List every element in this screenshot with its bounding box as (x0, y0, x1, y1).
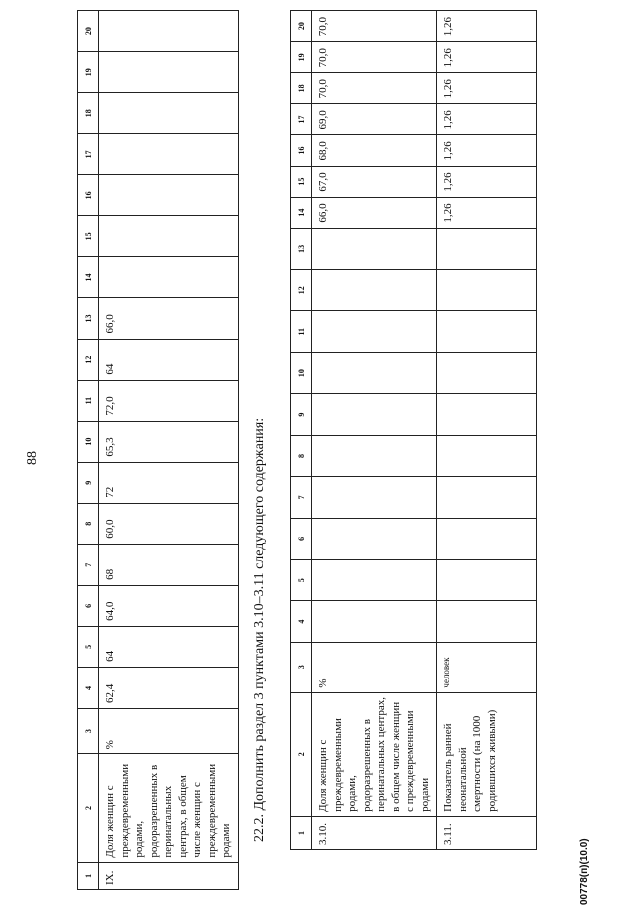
value-cell: 70,0 (312, 73, 437, 104)
value-cell (99, 52, 239, 93)
value-cell (437, 394, 537, 435)
value-cell (437, 270, 537, 311)
value-cell: 1,26 (437, 166, 537, 197)
value-cell: 64,0 (99, 585, 239, 626)
value-cell (437, 560, 537, 601)
value-cell (99, 257, 239, 298)
table-row (312, 11, 437, 850)
value-cell: 67,0 (312, 166, 437, 197)
value-cell (99, 216, 239, 257)
value-cell: 64 (99, 339, 239, 380)
value-cell (99, 134, 239, 175)
col-header: 9 (291, 394, 312, 435)
col-header: 1 (291, 816, 312, 849)
col-header: 19 (78, 52, 99, 93)
col-header: 20 (78, 11, 99, 52)
col-header: 4 (291, 601, 312, 642)
value-cell (99, 175, 239, 216)
col-header: 10 (291, 352, 312, 393)
col-header: 8 (291, 435, 312, 476)
value-cell: 66,0 (99, 298, 239, 339)
col-header: 11 (78, 380, 99, 421)
col-header: 12 (78, 339, 99, 380)
col-header: 15 (291, 166, 312, 197)
table-header-row (78, 11, 99, 890)
col-header: 9 (78, 462, 99, 503)
col-header: 17 (291, 104, 312, 135)
col-header: 14 (78, 257, 99, 298)
unit-cell: % (99, 708, 239, 753)
col-header: 2 (291, 692, 312, 816)
col-header: 10 (78, 421, 99, 462)
value-cell: 1,26 (437, 11, 537, 42)
indicator-name-cell: Доля женщин с преждевременными родами, родоразрешенных в перинатальных центрах, в общем числе женщин с преждевременными родами (312, 692, 437, 816)
value-cell: 1,26 (437, 197, 537, 228)
value-cell (312, 352, 437, 393)
value-cell (437, 228, 537, 269)
value-cell (312, 311, 437, 352)
row-number-cell: 3.10. (312, 816, 437, 849)
col-header: 7 (291, 477, 312, 518)
col-header: 1 (78, 862, 99, 889)
value-cell: 1,26 (437, 104, 537, 135)
col-header: 5 (78, 626, 99, 667)
indicator-name-cell: Доля женщин с преждевременными родами, родоразрешенных в перинатальных центрах, в общем числе женщин с преждевременными родами (99, 754, 239, 862)
col-header: 7 (78, 544, 99, 585)
value-cell: 65,3 (99, 421, 239, 462)
value-cell (312, 270, 437, 311)
table-row (99, 11, 239, 890)
row-number-cell: IX. (99, 862, 239, 889)
col-header: 15 (78, 216, 99, 257)
value-cell: 60,0 (99, 503, 239, 544)
value-cell (437, 477, 537, 518)
page-number: 88 (25, 451, 40, 465)
value-cell (312, 228, 437, 269)
value-cell: 68,0 (312, 135, 437, 166)
value-cell (312, 435, 437, 476)
row-number-cell: 3.11. (437, 816, 537, 849)
value-cell: 66,0 (312, 197, 437, 228)
table-header-row (291, 11, 312, 850)
col-header: 13 (78, 298, 99, 339)
value-cell: 62,4 (99, 667, 239, 708)
value-cell (437, 435, 537, 476)
value-cell (312, 394, 437, 435)
col-header: 16 (78, 175, 99, 216)
value-cell (312, 477, 437, 518)
value-cell: 68 (99, 544, 239, 585)
col-header: 6 (291, 518, 312, 559)
col-header: 13 (291, 228, 312, 269)
col-header: 20 (291, 11, 312, 42)
col-header: 6 (78, 585, 99, 626)
unit-cell: человек (437, 642, 537, 692)
col-header: 17 (78, 134, 99, 175)
col-header: 19 (291, 42, 312, 73)
value-cell: 1,26 (437, 73, 537, 104)
col-header: 8 (78, 503, 99, 544)
value-cell (437, 518, 537, 559)
value-cell (312, 518, 437, 559)
value-cell: 69,0 (312, 104, 437, 135)
col-header: 16 (291, 135, 312, 166)
value-cell (437, 311, 537, 352)
value-cell: 72,0 (99, 380, 239, 421)
table-row (437, 11, 537, 850)
value-cell (99, 93, 239, 134)
col-header: 3 (291, 642, 312, 692)
value-cell (99, 11, 239, 52)
section-heading: 22.2. Дополнить раздел 3 пунктами 3.10–3.11 следующего содержания: (252, 417, 267, 842)
col-header: 2 (78, 754, 99, 862)
col-header: 5 (291, 560, 312, 601)
col-header: 3 (78, 708, 99, 753)
value-cell: 72 (99, 462, 239, 503)
footer-code: 00778(п)(10.0) (579, 838, 590, 905)
value-cell: 70,0 (312, 11, 437, 42)
indicator-name-cell: Показатель ранней неонатальной смертности (на 1000 родившихся живыми) (437, 692, 537, 816)
value-cell (437, 352, 537, 393)
col-header: 12 (291, 270, 312, 311)
col-header: 14 (291, 197, 312, 228)
table-top (77, 10, 239, 890)
value-cell: 1,26 (437, 42, 537, 73)
col-header: 4 (78, 667, 99, 708)
value-cell: 1,26 (437, 135, 537, 166)
value-cell (312, 601, 437, 642)
col-header: 18 (78, 93, 99, 134)
col-header: 11 (291, 311, 312, 352)
col-header: 18 (291, 73, 312, 104)
value-cell: 64 (99, 626, 239, 667)
value-cell (312, 560, 437, 601)
value-cell (437, 601, 537, 642)
unit-cell: % (312, 642, 437, 692)
value-cell: 70,0 (312, 42, 437, 73)
table-bottom (290, 10, 537, 850)
